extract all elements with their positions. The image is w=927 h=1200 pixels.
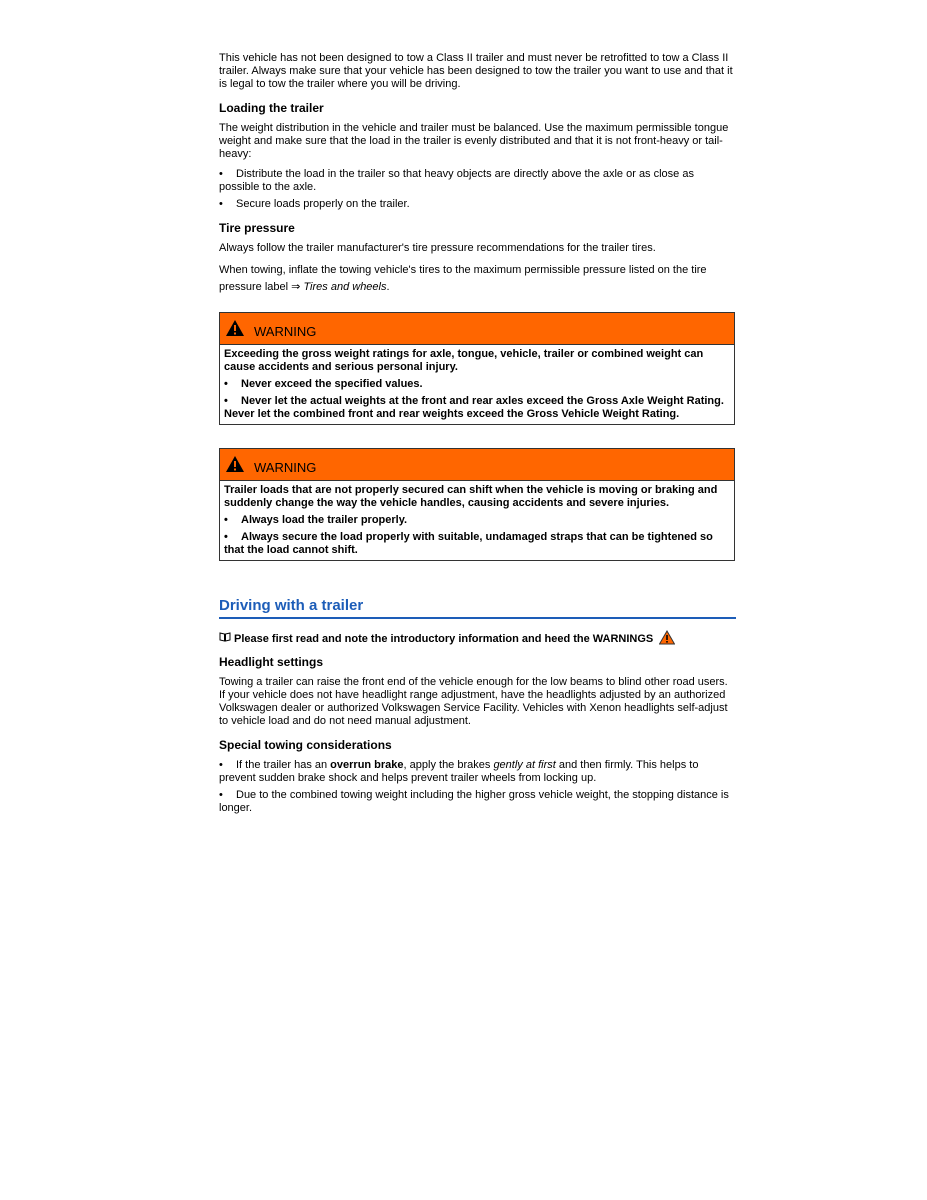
arrow-icon: ⇒: [291, 281, 301, 293]
headlight-paragraph: Towing a trailer can raise the front end of the vehicle enough for the low beams to blind other road users. If your vehicle does not have headlight range adjustment, have the headlights adjusted by an authorized Volkswagen dealer or authorized Volkswagen Service Facility. Vehicles with Xenon headlights self-adjust to vehicle load and do not need manual adjustment.: [219, 676, 728, 727]
loading-heading: Loading the trailer: [219, 101, 324, 115]
tire-paragraph-1: Always follow the trailer manufacturer's tire pressure recommendations for the trailer tires.: [219, 242, 656, 254]
warning-title: WARNING: [254, 324, 317, 339]
list-item: • If the trailer has an overrun brake, apply the brakes gently at first and then firmly. This helps to prevent sudden brake shock and helps prevent trailer wheels from locking up.: [219, 759, 699, 784]
headlight-heading: Headlight settings: [219, 655, 324, 669]
warning-box-1: [219, 312, 735, 425]
warning-icon: [225, 455, 245, 473]
tire-heading: Tire pressure: [219, 221, 295, 235]
warning-lead: Trailer loads that are not properly secured can shift when the vehicle is moving or braking and suddenly change the way the vehicle handles, causing accidents and severe injuries.: [224, 484, 718, 509]
list-item: • Due to the combined towing weight including the higher gross vehicle weight, the stopping distance is longer.: [219, 789, 729, 814]
list-item: • Never let the actual weights at the front and rear axles exceed the Gross Axle Weight Rating. Never let the combined front and rear weights exceed the Gross Vehicle Weight Rating.: [224, 395, 724, 420]
manual-page: [219, 52, 735, 819]
list-item: • Always load the trailer properly.: [224, 514, 408, 526]
list-item: • Always secure the load properly with suitable, undamaged straps that can be tightened so that the load cannot shift.: [224, 531, 713, 556]
tires-and-wheels-link[interactable]: Tires and wheels: [303, 281, 387, 293]
warning-lead: Exceeding the gross weight ratings for axle, tongue, vehicle, trailer or combined weight can cause accidents and serious personal injury.: [224, 348, 704, 373]
warning-body: [220, 345, 734, 424]
warning-title: WARNING: [254, 460, 317, 475]
list-item: • Secure loads properly on the trailer.: [219, 198, 410, 210]
warning-header: [220, 449, 734, 481]
tire-paragraph-2: When towing, inflate the towing vehicle's tires to the maximum permissible pressure listed on the tire pressure label ⇒ Tires and wheels.: [219, 264, 707, 293]
warning-box-2: [219, 448, 735, 561]
warning-header: [220, 313, 734, 345]
loading-paragraph: The weight distribution in the vehicle and trailer must be balanced. Use the maximum permissible tongue weight and make sure that the load in the trailer is evenly distributed and that it is not front-heavy or tail-heavy:: [219, 122, 729, 160]
warning-icon: [225, 319, 245, 337]
special-heading: Special towing considerations: [219, 738, 392, 752]
intro-note: [219, 630, 735, 646]
book-icon: [219, 632, 231, 642]
intro-paragraph: This vehicle has not been designed to tow a Class II trailer and must never be retrofitted to tow a Class II trailer. Always make sure that your vehicle has been designed to tow the trailer you want to use and that it is legal to tow the trailer where you will be driving.: [219, 52, 733, 90]
list-item: • Never exceed the specified values.: [224, 378, 423, 390]
warning-body: [220, 481, 734, 560]
list-item: • Distribute the load in the trailer so that heavy objects are directly above the axle or as close as possible to the axle.: [219, 168, 694, 193]
warning-icon: [659, 630, 675, 645]
section-title: Driving with a trailer: [219, 597, 736, 619]
intro-note-text: Please first read and note the introductory information and heed the WARNINGS: [234, 633, 654, 645]
